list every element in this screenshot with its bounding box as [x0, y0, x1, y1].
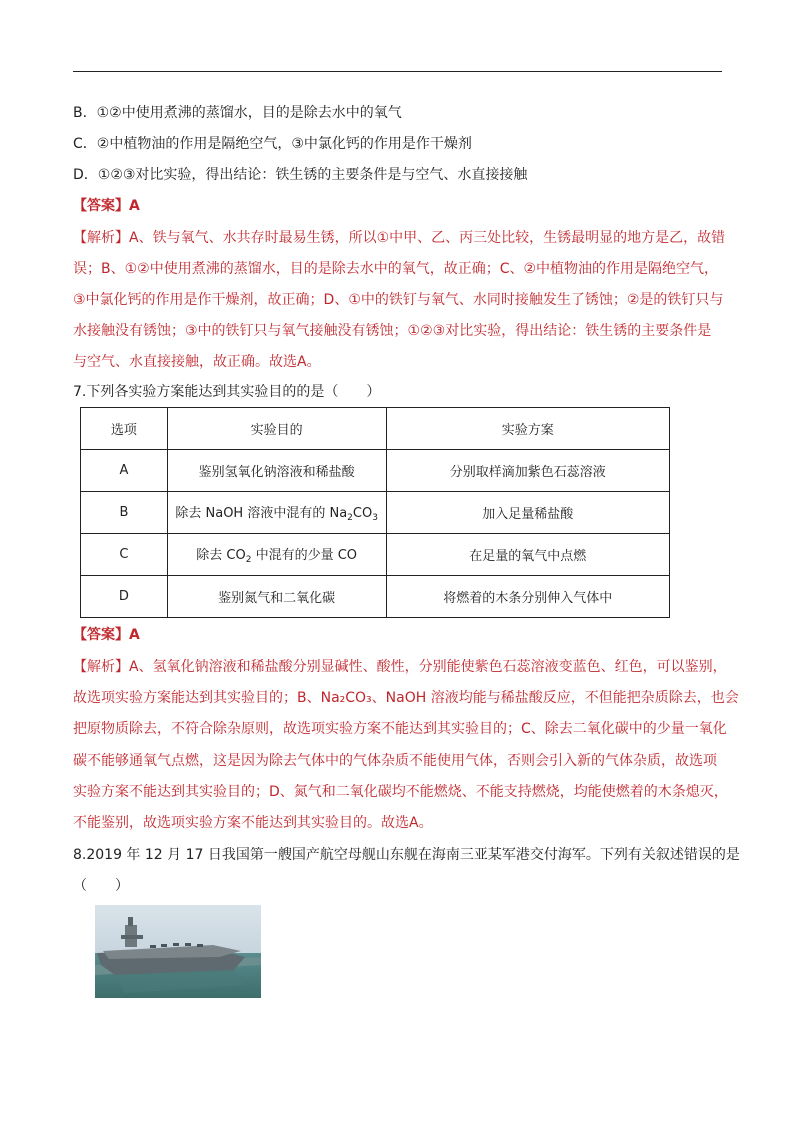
q6-analysis-line: 误；B、①②中使用煮沸的蒸馏水，目的是除去水中的氧气，故正确；C、②中植物油的作用是隔绝空气，: [73, 261, 719, 277]
table-row: [81, 492, 670, 534]
q7-answer: 【答案】A: [73, 627, 140, 643]
q7-stem: 7.下列各实验方案能达到其实验目的的是（ ）: [73, 384, 381, 400]
row-plan: 分别取样滴加紫色石蕊溶液: [386, 450, 670, 492]
q6-analysis-line: 【解析】A、铁与氧气、水共存时最易生锈，所以①中甲、乙、丙三处比较，生锈最明显的地方是乙，故错: [73, 230, 726, 246]
q6-analysis-line: 水接触没有锈蚀；③中的铁钉只与氧气接触没有锈蚀；①②③对比实验，得出结论：铁生锈的主要条件是: [73, 323, 712, 339]
table-row: [81, 450, 670, 492]
q7-analysis-line: 实验方案不能达到其实验目的；D、氮气和二氧化碳均不能燃烧、不能支持燃烧，均能使燃着的木条熄灭，: [73, 784, 728, 800]
row-option: D: [81, 576, 168, 618]
option-d-text: D．①②③对比实验，得出结论：铁生锈的主要条件是与空气、水直接接触: [73, 167, 528, 183]
aircraft-carrier-photo: [95, 905, 261, 998]
row-option: A: [81, 450, 168, 492]
row-plan: 在足量的氧气中点燃: [386, 534, 670, 576]
header-rule: [73, 71, 722, 72]
q6-answer: 【答案】A: [73, 198, 140, 214]
q7-analysis-line: 【解析】A、氢氧化钠溶液和稀盐酸分别显碱性、酸性，分别能使紫色石蕊溶液变蓝色、红色，可以鉴别，: [73, 659, 727, 675]
row-option: C: [81, 534, 168, 576]
row-purpose: 鉴别氮气和二氧化碳: [167, 576, 386, 618]
header-purpose: 实验目的: [167, 408, 386, 450]
q6-analysis-line: ③中氯化钙的作用是作干燥剂，故正确；D、①中的铁钉与氧气、水同时接触发生了锈蚀；②是的铁钉只与: [73, 292, 724, 308]
row-purpose: 鉴别氢氧化钠溶液和稀盐酸: [167, 450, 386, 492]
table-row: [81, 534, 670, 576]
row-plan: 加入足量稀盐酸: [386, 492, 670, 534]
option-c-text: C．②中植物油的作用是隔绝空气，③中氯化钙的作用是作干燥剂: [73, 136, 472, 152]
q7-analysis-line: 碳不能够通氧气点燃，这是因为除去气体中的气体杂质不能使用气体，否则会引入新的气体杂质，故选项: [73, 753, 717, 769]
table-row: [81, 576, 670, 618]
header-plan: 实验方案: [386, 408, 670, 450]
q7-analysis-line: 故选项实验方案能达到其实验目的；B、Na₂CO₃、NaOH 溶液均能与稀盐酸反应，不但能把杂质除去，也会: [73, 690, 739, 706]
table-header-row: [81, 408, 670, 450]
q7-options-table: [80, 407, 670, 618]
row-purpose: 除去 $CO_2$ 中混有的少量 CO: [167, 534, 386, 576]
q8-stem: 8.2019 年 12 月 17 日我国第一艘国产航空母舰山东舰在海南三亚某军港交付海军。下列有关叙述错误的是: [73, 847, 740, 863]
row-purpose: 除去 NaOH 溶液中混有的 $Na_2CO_3$: [167, 492, 386, 534]
row-plan: 将燃着的木条分别伸入气体中: [386, 576, 670, 618]
option-b-text: B．①②中使用煮沸的蒸馏水，目的是除去水中的氧气: [73, 105, 402, 121]
q6-analysis-line: 与空气、水直接接触，故正确。故选A。: [73, 354, 321, 370]
row-option: B: [81, 492, 168, 534]
q8-stem-blank: （ ）: [73, 878, 129, 894]
header-option: 选项: [81, 408, 168, 450]
q7-analysis-line: 把原物质除去，不符合除杂原则，故选项实验方案不能达到其实验目的；C、除去二氧化碳中的少量一氧化: [73, 721, 727, 737]
q7-analysis-line: 不能鉴别，故选项实验方案不能达到其实验目的。故选A。: [73, 815, 433, 831]
